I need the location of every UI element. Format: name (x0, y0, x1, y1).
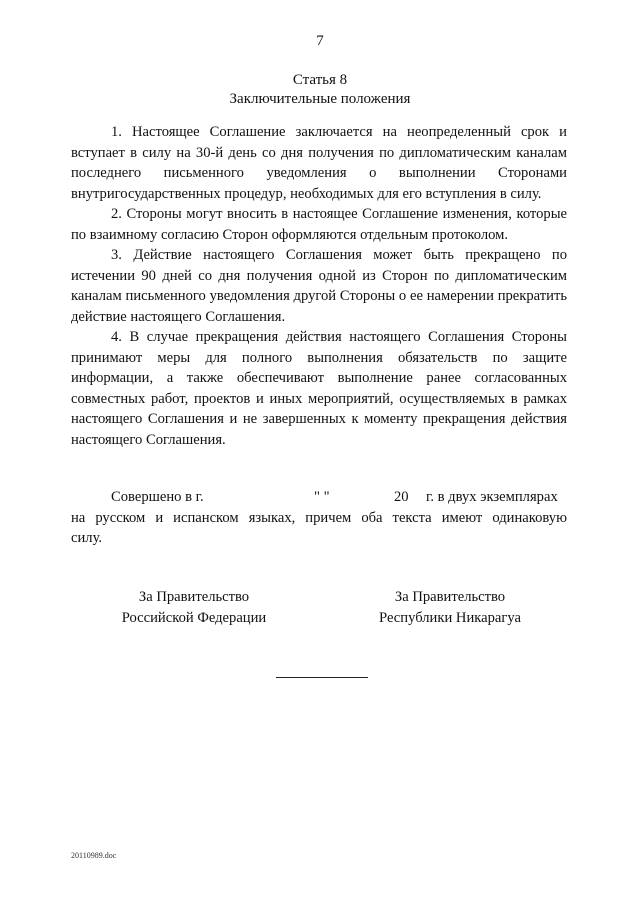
done-clause-first-line (71, 487, 567, 508)
done-languages: на русском и испанском языках, причем оба текста имеют одинаковую (71, 509, 567, 526)
article-body (71, 122, 567, 450)
article-title: Статья 8 (292, 72, 348, 88)
signature-russia-line2: Российской Федерации (121, 609, 267, 626)
paragraph-3: 3. Действие настоящего Соглашения может быть прекращено по истечении 90 дней со дня получения одной из Сторон по дипломатическим каналам письменного уведомления другой Стороны о ее намерении прекратить действие настоящего Соглашения. (71, 247, 567, 325)
paragraph-2: 2. Стороны могут вносить в настоящее Соглашение изменения, которые по взаимному согласию Сторон оформляются отдельным протоколом. (71, 206, 567, 243)
signature-nicaragua (356, 587, 544, 628)
article-subtitle: Заключительные положения (229, 91, 411, 107)
footer-file-name: 20110989.doc (71, 851, 117, 860)
page-number: 7 (316, 33, 324, 49)
paragraph-1: 1. Настоящее Соглашение заключается на неопределенный срок и вступает в силу на 30-й день со дня получения по дипломатическим каналам последнего письменного уведомления о выполнении Сторонами внутригосударственных процедур, необходимых для его вступления в силу. (71, 124, 567, 202)
done-date-quotes: " " (314, 489, 330, 505)
paragraph-4: 4. В случае прекращения действия настоящего Соглашения Стороны принимают меры для полного выполнения обязательств по защите информации, а также обеспечивают выполнение ранее согласованных совместных работ, проектов и иных мероприятий, осуществляемых в рамках настоящего Соглашения и не завершенных к моменту прекращения действия настоящего Соглашения. (71, 329, 567, 448)
signature-russia (104, 587, 284, 628)
end-divider (276, 677, 368, 678)
signature-nicaragua-line2: Республики Никарагуа (379, 609, 521, 626)
done-year: 20 (394, 489, 409, 505)
done-clause (71, 487, 567, 549)
done-place: Совершено в г. (111, 489, 204, 505)
signature-nicaragua-line1: За Правительство (394, 589, 506, 605)
done-validity: силу. (71, 530, 103, 546)
signature-russia-line1: За Правительство (138, 589, 250, 605)
done-copies: г. в двух экземплярах (426, 489, 558, 505)
